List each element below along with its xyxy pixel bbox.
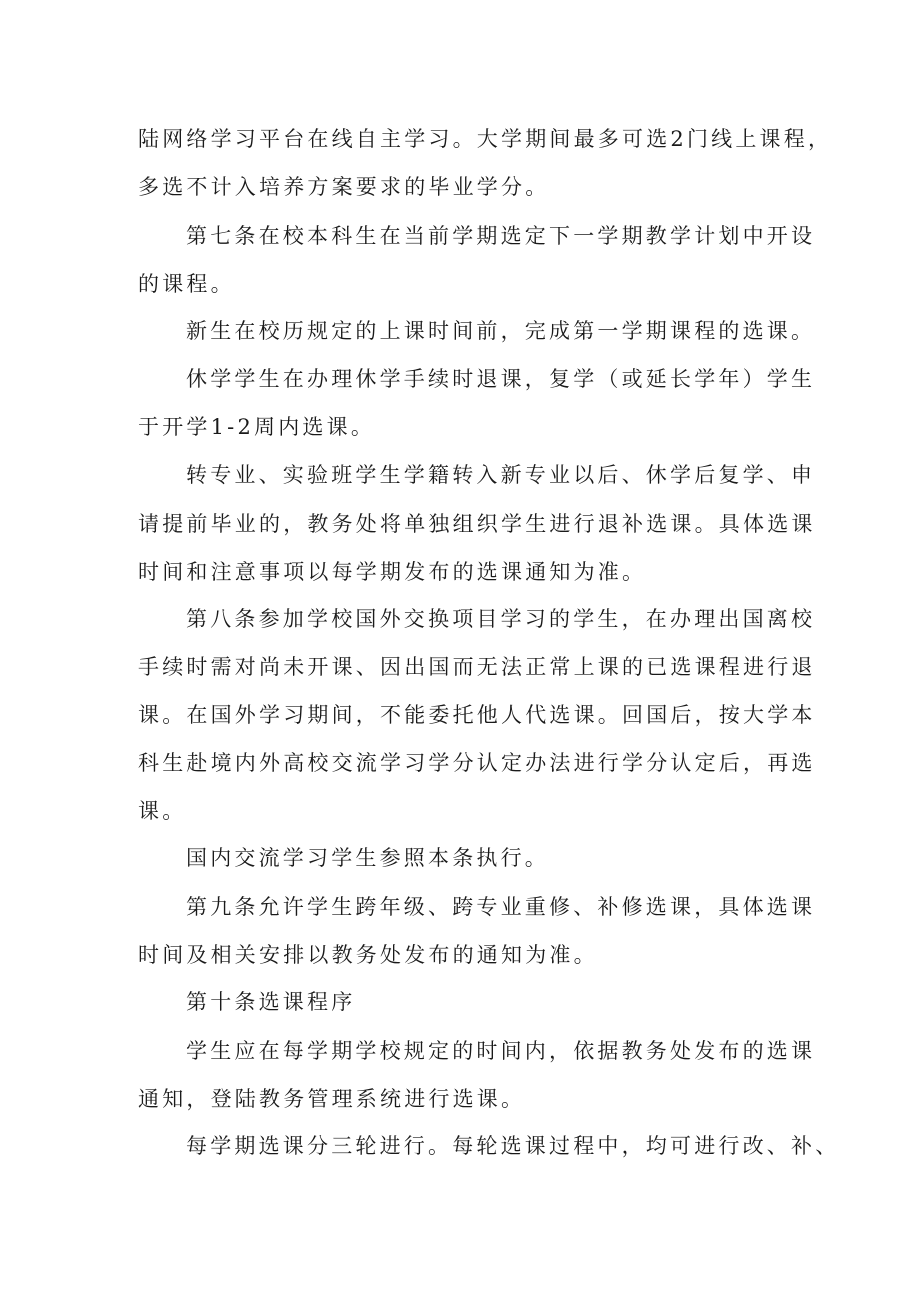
- text-line: 休学学生在办理休学手续时退课，复学（或延长学年）学生: [186, 367, 816, 391]
- text-line: 请提前毕业的，教务处将单独组织学生进行退补选课。具体选课: [138, 512, 816, 536]
- text-line: 第七条在校本科生在当前学期选定下一学期教学计划中开设: [186, 224, 816, 248]
- text-line: 新生在校历规定的上课时间前，完成第一学期课程的选课。: [186, 319, 816, 343]
- text-line: 第十条选课程序: [186, 990, 356, 1014]
- text-line: 于开学1-2周内选课。: [138, 415, 376, 439]
- text-line: 陆网络学习平台在线自主学习。大学期间最多可选2门线上课程，: [138, 127, 833, 151]
- text-line: 时间和注意事项以每学期发布的选课通知为准。: [138, 560, 647, 584]
- text-line: 通知，登陆教务管理系统进行选课。: [138, 1087, 526, 1111]
- text-line: 科生赴境内外高校交流学习学分认定办法进行学分认定后，再选: [138, 751, 816, 775]
- text-line: 国内交流学习学生参照本条执行。: [186, 846, 549, 870]
- text-line: 的课程。: [138, 272, 235, 296]
- text-line: 课。在国外学习期间，不能委托他人代选课。回国后，按大学本: [138, 703, 816, 727]
- text-line: 学生应在每学期学校规定的时间内，依据教务处发布的选课: [186, 1039, 816, 1063]
- text-line: 时间及相关安排以教务处发布的通知为准。: [138, 943, 598, 967]
- text-line: 转专业、实验班学生学籍转入新专业以后、休学后复学、申: [186, 463, 816, 487]
- text-line: 课。: [138, 799, 187, 823]
- text-line: 每学期选课分三轮进行。每轮选课过程中，均可进行改、补、: [186, 1134, 840, 1158]
- text-line: 多选不计入培养方案要求的毕业学分。: [138, 175, 550, 199]
- text-line: 第九条允许学生跨年级、跨专业重修、补修选课，具体选课: [186, 895, 816, 919]
- text-line: 手续时需对尚未开课、因出国而无法正常上课的已选课程进行退: [138, 655, 816, 679]
- text-line: 第八条参加学校国外交换项目学习的学生，在办理出国离校: [186, 607, 816, 631]
